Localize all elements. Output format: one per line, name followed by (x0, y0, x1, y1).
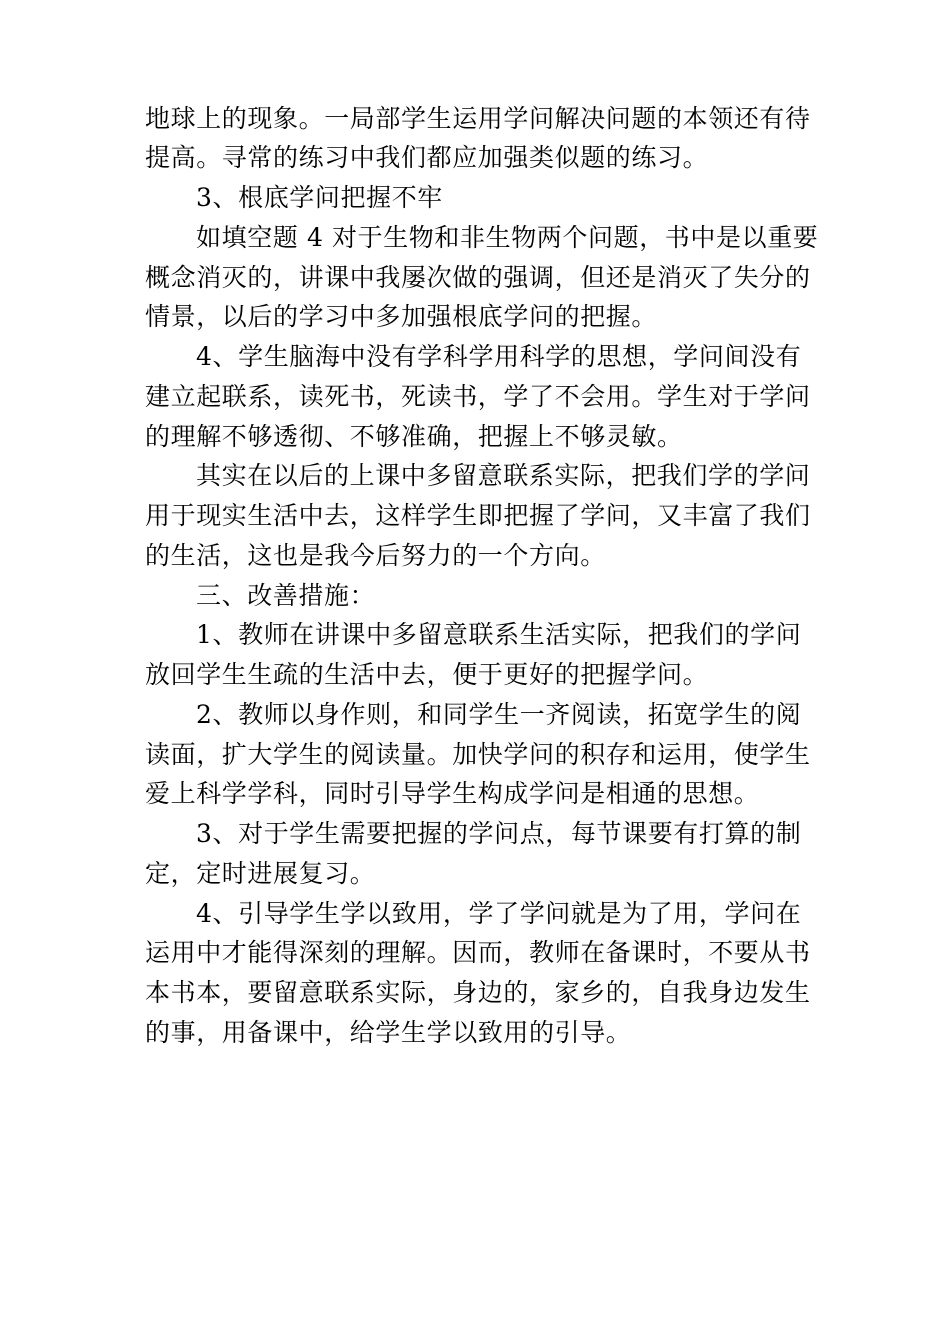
text-line: 爱上科学学科，同时引导学生构成学问是相通的思想。 (145, 779, 760, 808)
text-line: 1、教师在讲课中多留意联系生活实际，把我们的学问 (196, 620, 802, 649)
text-line: 定，定时进展复习。 (145, 859, 376, 888)
text-line: 建立起联系，读死书，死读书，学了不会用。学生对于学问 (145, 382, 811, 411)
text-line: 3、对于学生需要把握的学问点，每节课要有打算的制 (196, 819, 802, 848)
text-line: 4、引导学生学以致用，学了学问就是为了用，学问在 (196, 899, 802, 928)
text-line: 如填空题 4 对于生物和非生物两个问题，书中是以重要 (196, 223, 819, 252)
text-line: 的理解不够透彻、不够准确，把握上不够灵敏。 (145, 422, 683, 451)
text-line: 2、教师以身作则，和同学生一齐阅读，拓宽学生的阅 (196, 700, 802, 729)
text-line: 的事，用备课中，给学生学以致用的引导。 (145, 1018, 632, 1047)
text-line: 地球上的现象。一局部学生运用学问解决问题的本领还有待 (145, 104, 811, 133)
text-line: 用于现实生活中去，这样学生即把握了学问，又丰富了我们 (145, 501, 811, 530)
text-line: 提高。寻常的练习中我们都应加强类似题的练习。 (145, 143, 709, 172)
text-line: 读面，扩大学生的阅读量。加快学问的积存和运用，使学生 (145, 740, 811, 769)
text-line: 4、学生脑海中没有学科学用科学的思想，学问间没有 (196, 342, 802, 371)
text-line: 的生活，这也是我今后努力的一个方向。 (145, 541, 606, 570)
text-line: 概念消灭的，讲课中我屡次做的强调，但还是消灭了失分的 (145, 263, 811, 292)
text-line: 情景，以后的学习中多加强根底学问的把握。 (145, 302, 658, 331)
text-line: 本书本，要留意联系实际，身边的，家乡的，自我身边发生 (145, 978, 811, 1007)
section-heading: 3、根底学问把握不牢 (196, 183, 443, 212)
section-heading: 三、改善措施： (196, 581, 376, 610)
text-line: 运用中才能得深刻的理解。因而，教师在备课时，不要从书 (145, 938, 811, 967)
text-line: 放回学生生疏的生活中去，便于更好的把握学问。 (145, 660, 709, 689)
text-line: 其实在以后的上课中多留意联系实际，把我们学的学问 (196, 461, 811, 490)
